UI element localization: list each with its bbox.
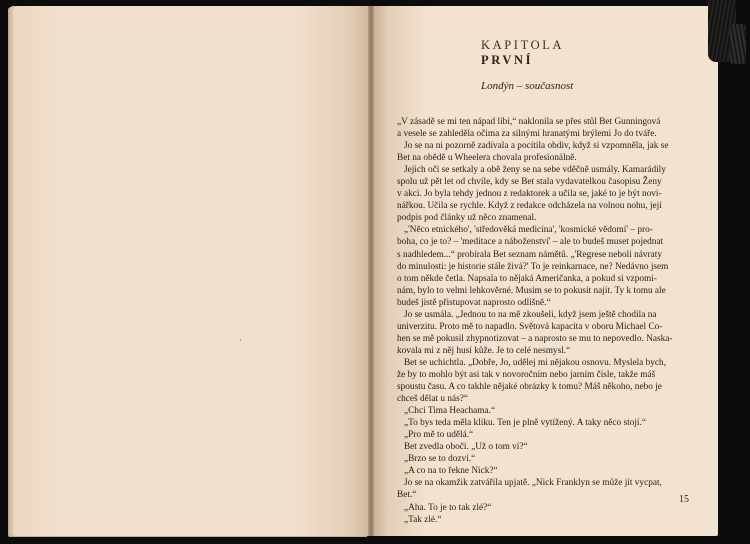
text-line: o tom někde četla. Napsala to nějaká Američanka, a pokud si vzpomí-: [397, 273, 657, 284]
text-line: a vesele se zahleděla očima za silnými hranatými brýlemi Jo do tváře.: [397, 129, 657, 140]
text-line: „To bys teda měla kliku. Ten je plně vytížený. A taky něco stojí.“: [397, 418, 646, 429]
text-line: Bet zvedla obočí. „Už o tom ví?“: [397, 442, 528, 453]
body-text: [397, 116, 681, 526]
text-line: Jo se na okamžik zatvářila upjatě. „Nick Franklyn se může jít vycpat,: [397, 478, 662, 489]
text-line: „A co na to řekne Nick?“: [397, 466, 498, 477]
text-line: budeš jistě přistupovat naprosto odlišně.“: [397, 297, 551, 308]
text-line: Bet se uchichtla. „Dobře, Jo, udělej mi nějakou osnovu. Myslela bych,: [397, 357, 667, 368]
left-page: [13, 6, 372, 536]
text-line: univerzitu. Proto mě to napadlo. Světová kapacita v oboru Michael Co-: [397, 321, 663, 332]
text-line: s nadhledem...“ probírala Bet seznam námětů. „'Regrese neboli návraty: [397, 249, 662, 260]
text-line: „Tak zlé.“: [397, 514, 442, 525]
text-line: že by to mohlo být asi tak v novoročním nebo jarním čísle, takže máš: [397, 369, 656, 380]
text-line: Bet na obědě u Wheelera chovala profesionálně.: [397, 153, 577, 164]
text-line: boha, co je to? – 'meditace a náboženství' – ale to budeš muset pojednat: [397, 237, 664, 248]
text-line: hen se mě pokusil zhypnotizovat – a naprosto se mu to nepovedlo. Naska-: [397, 333, 673, 344]
text-line: „V zásadě se mi ten nápad líbí,“ naklonila se přes stůl Bet Gunningová: [397, 117, 661, 127]
text-line: Jo se na ni pozorně zadívala a pocítila obdiv, když si vzpomněla, jak se: [397, 141, 669, 152]
text-line: „Pro mě to udělá.“: [397, 430, 474, 441]
chapter-number: PRVNÍ: [481, 53, 534, 67]
text-line: „Chci Tima Heachama.“: [397, 406, 496, 417]
text-line: chceš dělat u nás?“: [397, 394, 468, 405]
text-line: Jejich oči se setkaly a obě ženy se na sebe vděčně usmály. Kamarádily: [397, 165, 666, 176]
text-line: do minulosti: je historie stále živá?' To je reinkarnace, ne? Nedávno jsem: [397, 261, 669, 272]
text-line: „Brzo se to dozví.“: [397, 454, 476, 465]
text-line: kovala mi z něj husí kůže. Je to celé nesmysl.“: [397, 345, 571, 356]
page-speck: ˌ: [239, 330, 243, 341]
text-line: Bet.“: [397, 490, 417, 501]
text-line: „'Něco etnického', 'středověká medicína', 'kosmické vědomí' – pro-: [397, 225, 653, 236]
text-line: nám, bylo to velmi lehkověrné. Musím se to pokusit najít. Ty k tomu ale: [397, 285, 666, 296]
book-gutter: [368, 6, 374, 536]
text-line: v akci. Jo byla tehdy jednou z redaktorek a učila se, jaké to je být novi-: [397, 189, 662, 200]
text-line: podpis pod články už něco znamenal.: [397, 213, 537, 224]
chapter-subtitle: Londýn – současnost: [481, 80, 574, 92]
text-line: Jo se usmála. „Jednou to na mě zkoušeli, když jsem ještě chodila na: [397, 309, 657, 320]
text-line: spoustu času. A co takhle nějaké obrázky k tomu? Máš někoho, nebo je: [397, 382, 662, 393]
text-line: spolu už pět let od chvíle, kdy se Bet stala vydavatelkou časopisu Ženy: [397, 177, 662, 188]
bookmark-ribbon-tail: [730, 24, 746, 64]
text-line: nářkou. Učila se rychle. Když z redakce odcházela na volnou nohu, její: [397, 201, 662, 212]
chapter-label: KAPITOLA: [481, 38, 565, 52]
page-number: 15: [679, 494, 689, 505]
text-line: „Aha. To je to tak zlé?“: [397, 502, 492, 513]
